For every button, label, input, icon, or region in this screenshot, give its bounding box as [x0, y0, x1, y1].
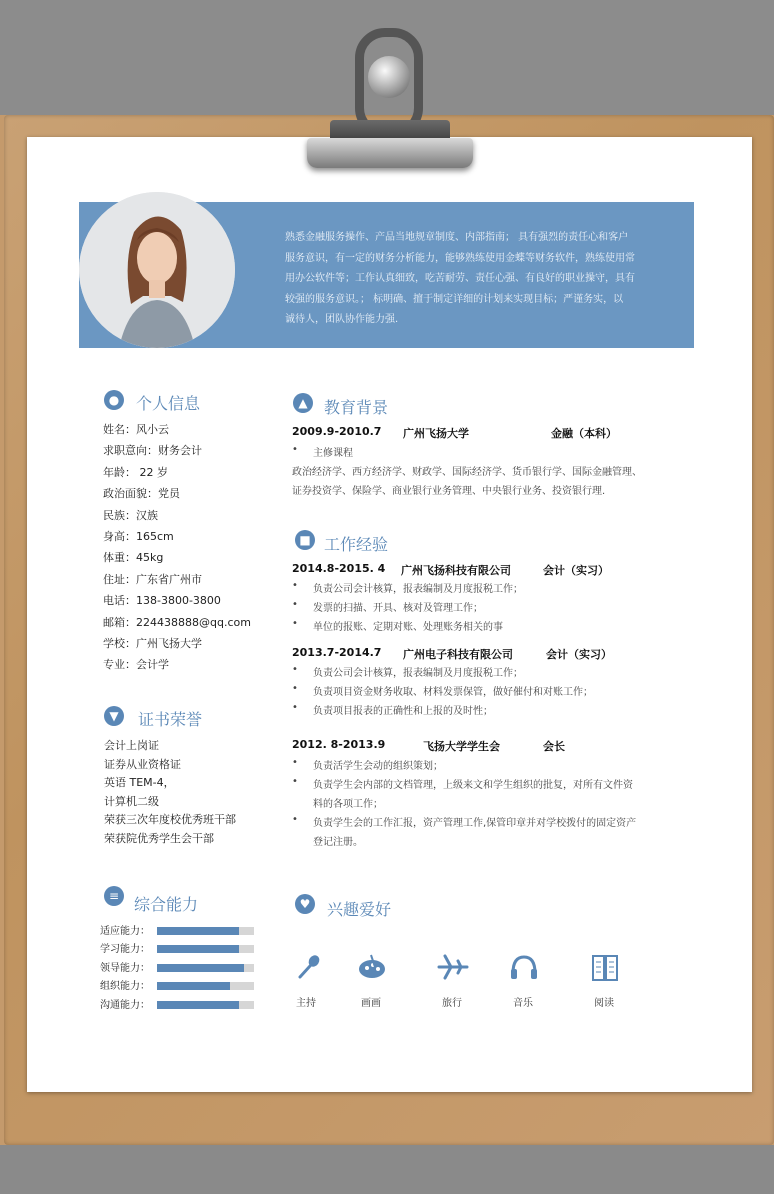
cert-item: 计算机二级: [104, 795, 159, 808]
job-duty: 负责项目资金财务收取、材料发票保管，做好催付和对账工作；: [313, 687, 593, 698]
skill-label: 沟通能力：: [100, 1000, 150, 1011]
clip-knob: [368, 56, 410, 98]
section-title-certs: 证书荣誉: [138, 710, 203, 729]
job-duty: 负责学生会的工作汇报，资产管理工作,保管印章并对学校拨付的固定资产: [313, 818, 637, 829]
info-height: 身高：165cm: [103, 530, 174, 543]
edu-school: 广州飞扬大学: [403, 427, 469, 440]
trophy-icon: ▼: [104, 706, 124, 726]
info-name: 姓名：风小云: [103, 423, 169, 436]
airplane-icon: [437, 953, 469, 981]
edu-courses: 政治经济学、西方经济学、财政学、国际经济学、货币银行学、国际金融管理、: [292, 467, 642, 478]
info-ethnicity: 民族：汉族: [103, 509, 158, 522]
bullet: •: [292, 757, 298, 768]
edu-courses-bullet: •: [292, 444, 298, 455]
job-duty: 负责公司会计核算，报表编制及月度报税工作；: [313, 584, 523, 595]
skill-bar-fill: [157, 1001, 239, 1009]
section-title-skills: 综合能力: [134, 895, 199, 914]
job-duty: 单位的报账、定期对账、处理账务相关的事: [313, 622, 503, 633]
summary-line: 服务意识，有一定的财务分析能力，能够熟练使用金蝶等财务软件，熟练使用常: [285, 252, 635, 264]
skill-bar: [157, 964, 254, 972]
section-title-hobbies: 兴趣爱好: [327, 900, 392, 919]
job-duty: 负责学生会内部的文档管理，上级来文和学生组织的批复，对所有文件资: [313, 780, 633, 791]
cert-item: 英语 TEM-4，: [104, 776, 175, 789]
skill-label: 学习能力：: [100, 944, 150, 955]
section-title-education: 教育背景: [324, 398, 389, 417]
job-duty: 负责活学生会动的组织策划；: [313, 761, 443, 772]
edu-courses-label: 主修课程: [313, 448, 353, 459]
edu-major: 金融（本科）: [551, 427, 617, 440]
chart-icon: ≡: [104, 886, 124, 906]
bullet: •: [292, 580, 298, 591]
job-company: 广州电子科技有限公司: [403, 648, 513, 661]
job-role: 会长: [543, 740, 565, 753]
skill-bar-fill: [157, 982, 230, 990]
job-duty: 登记注册。: [313, 837, 363, 848]
job-duty: 料的各项工作；: [313, 799, 383, 810]
hobby-label: 阅读: [594, 998, 614, 1009]
job-company: 飞扬大学学生会: [423, 740, 500, 753]
hobby-label: 画画: [361, 998, 381, 1009]
info-email: 邮箱：224438888@qq.com: [103, 616, 251, 629]
info-phone: 电话：138-3800-3800: [103, 594, 221, 607]
briefcase-icon: ■: [295, 530, 315, 550]
job-duty: 发票的扫描、开具、核对及管理工作；: [313, 603, 483, 614]
section-title-work: 工作经验: [324, 535, 389, 554]
person-icon: ●: [104, 390, 124, 410]
summary-line: 诚待人，团队协作能力强.: [285, 314, 399, 325]
cert-item: 荣获院优秀学生会干部: [104, 832, 214, 845]
info-address: 住址：广东省广州市: [103, 573, 202, 586]
skill-bar: [157, 1001, 254, 1009]
job-period: 2013.7-2014.7: [292, 646, 382, 659]
bullet: •: [292, 702, 298, 713]
job-duty: 负责公司会计核算，报表编制及月度报税工作；: [313, 668, 523, 679]
headphones-icon: [509, 953, 539, 981]
summary-line: 熟悉金融服务操作、产品当地规章制度、内部指南； 具有强烈的责任心和客户: [285, 232, 629, 243]
bullet: •: [292, 683, 298, 694]
microphone-icon: [296, 953, 324, 981]
bullet: •: [292, 814, 298, 825]
hobby-label: 旅行: [442, 998, 462, 1009]
job-period: 2012. 8-2013.9: [292, 738, 386, 751]
bullet: •: [292, 664, 298, 675]
summary-line: 较强的服务意识。； 标明确、擅于制定详细的计划来实现目标；严谨务实，以: [285, 293, 624, 305]
palette-icon: [357, 953, 387, 981]
skill-bar: [157, 945, 254, 953]
graduation-cap-icon: ▲: [293, 393, 313, 413]
skill-bar: [157, 982, 254, 990]
job-duty: 负责项目报表的正确性和上报的及时性；: [313, 706, 493, 717]
bullet: •: [292, 776, 298, 787]
avatar: [79, 192, 235, 348]
heart-icon: ♥: [295, 894, 315, 914]
book-icon: [590, 953, 620, 983]
cert-item: 荣获三次年度校优秀班干部: [104, 813, 236, 826]
hobby-label: 音乐: [513, 998, 533, 1009]
info-major: 专业：会计学: [103, 658, 169, 671]
summary-text: [285, 228, 685, 331]
info-politics: 政治面貌：党员: [103, 487, 180, 500]
job-role: 会计（实习）: [543, 564, 609, 577]
info-school: 学校：广州飞扬大学: [103, 637, 202, 650]
info-age: 年龄： 22 岁: [103, 466, 168, 479]
job-period: 2014.8-2015. 4: [292, 562, 386, 575]
skill-bar-fill: [157, 945, 239, 953]
bullet: •: [292, 618, 298, 629]
cert-item: 会计上岗证: [104, 739, 159, 752]
hobby-label: 主持: [296, 998, 316, 1009]
job-role: 会计（实习）: [546, 648, 612, 661]
edu-courses: 证券投资学、保险学、商业银行业务管理、中央银行业务、投资银行理.: [292, 486, 606, 497]
edu-period: 2009.9-2010.7: [292, 425, 382, 438]
section-title-personal: 个人信息: [136, 394, 201, 413]
skill-label: 适应能力：: [100, 926, 150, 937]
cert-item: 证券从业资格证: [104, 758, 181, 771]
skill-label: 组织能力：: [100, 981, 150, 992]
bullet: •: [292, 599, 298, 610]
info-weight: 体重：45kg: [103, 551, 164, 564]
info-intent: 求职意向：财务会计: [103, 444, 202, 457]
job-company: 广州飞扬科技有限公司: [401, 564, 511, 577]
summary-line: 用办公软件等；工作认真细致，吃苦耐劳、责任心强、有良好的职业操守，具有: [285, 273, 635, 284]
skill-bar-fill: [157, 927, 239, 935]
skill-bar: [157, 927, 254, 935]
skill-bar-fill: [157, 964, 244, 972]
skill-label: 领导能力：: [100, 963, 150, 974]
binder-clip: [307, 138, 473, 168]
background-bottom: [0, 1145, 774, 1194]
